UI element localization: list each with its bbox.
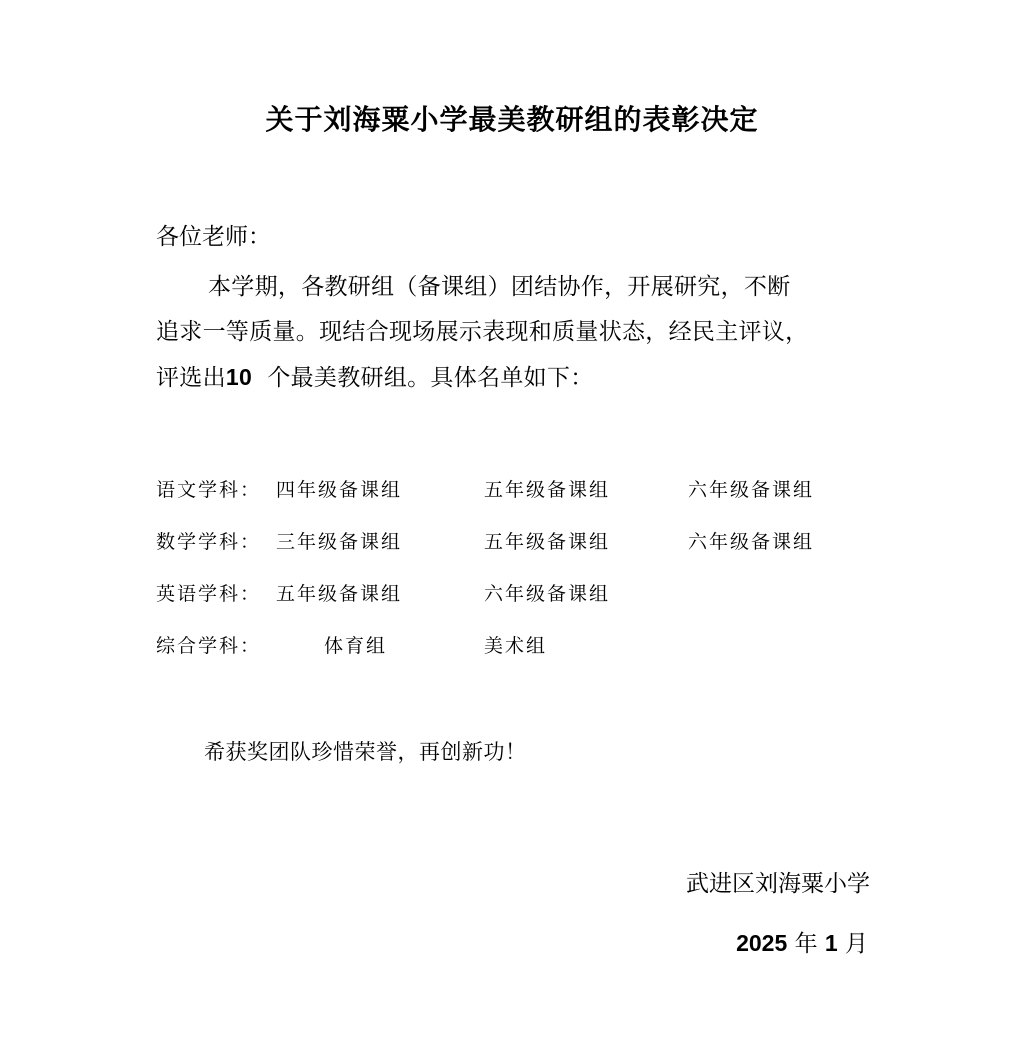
award-count: 10 bbox=[225, 364, 253, 390]
paragraph-line-3-suffix: 个最美教研组。具体名单如下： bbox=[267, 365, 594, 391]
team-name: 六年级备课组 bbox=[688, 531, 815, 553]
closing-remark: 希获奖团队珍惜荣誉，再创新功！ bbox=[204, 740, 527, 764]
team-name: 美术组 bbox=[484, 635, 548, 657]
team-name: 三年级备课组 bbox=[276, 531, 403, 553]
team-name: 五年级备课组 bbox=[484, 531, 611, 553]
signature-organization: 武进区刘海粟小学 bbox=[686, 871, 870, 897]
paragraph-line-3 bbox=[156, 355, 868, 401]
signature-date bbox=[736, 925, 868, 958]
team-name: 五年级备课组 bbox=[484, 479, 611, 501]
subject-label: 语文学科： bbox=[156, 479, 262, 501]
subject-label: 英语学科： bbox=[156, 583, 262, 605]
document-title: 关于刘海粟小学最美教研组的表彰决定 bbox=[265, 103, 759, 136]
salutation: 各位老师： bbox=[156, 224, 271, 250]
award-row-math bbox=[156, 527, 876, 579]
body-paragraph bbox=[156, 265, 868, 401]
team-name: 四年级备课组 bbox=[276, 479, 403, 501]
award-list bbox=[156, 475, 876, 683]
paragraph-line-3-prefix: 评选出 bbox=[156, 365, 226, 391]
signature-month: 1 bbox=[824, 930, 838, 956]
signature-month-unit: 月 bbox=[845, 931, 868, 957]
team-name: 六年级备课组 bbox=[688, 479, 815, 501]
signature-year: 2025 bbox=[736, 930, 788, 956]
team-name: 六年级备课组 bbox=[484, 583, 611, 605]
award-row-chinese bbox=[156, 475, 876, 527]
team-name: 体育组 bbox=[324, 635, 388, 657]
award-row-general bbox=[156, 631, 876, 683]
paragraph-line-2: 追求一等质量。现结合现场展示表现和质量状态，经民主评议， bbox=[156, 319, 809, 345]
paragraph-line-1: 本学期，各教研组（备课组）团结协作，开展研究，不断 bbox=[208, 274, 791, 300]
team-name: 五年级备课组 bbox=[276, 583, 403, 605]
subject-label: 综合学科： bbox=[156, 635, 262, 657]
signature-year-unit: 年 bbox=[794, 931, 818, 957]
subject-label: 数学学科： bbox=[156, 531, 262, 553]
award-row-english bbox=[156, 579, 876, 631]
